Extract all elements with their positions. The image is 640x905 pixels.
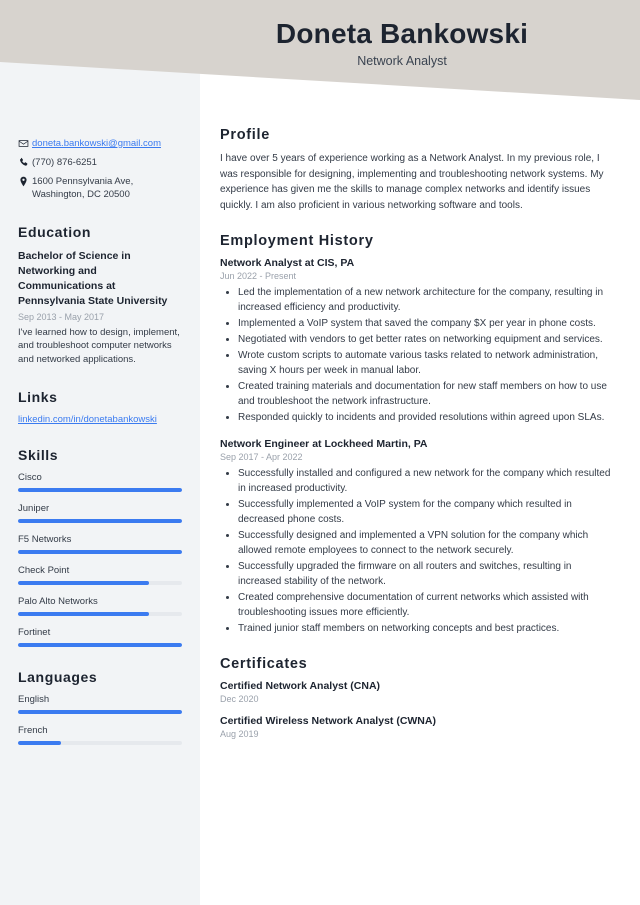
job-bullet: • Led the implementation of a new network architecture for the company, resulting in increased efficiency and productivity. [238,285,612,315]
skill-label: Palo Alto Networks [18,595,98,607]
language-meter-fill [18,741,61,745]
certificates-section [220,656,612,739]
certificate-entry [220,715,612,739]
job-bullet: • Successfully designed and implemented a VPN solution for the company which allowed remote employees to connect to the network securely. [238,528,612,558]
skill-meter-track [18,612,182,616]
envelope-icon [18,137,32,149]
profile-heading: Profile [220,127,271,143]
jobs-list [220,257,612,636]
job-date: Sep 2017 - Apr 2022 [220,452,303,462]
job-entry [220,438,612,636]
job-title: Network Analyst at CIS, PA [220,257,355,269]
certificate-title: Certified Network Analyst (CNA) [220,680,381,692]
skill-label: F5 Networks [18,533,72,545]
skill-meter-fill [18,612,149,616]
job-bullet: • Successfully upgraded the firmware on all routers and switches, resulting in increased stability of the network. [238,559,612,589]
address-line-1: 1600 Pennsylvania Ave, [32,175,134,187]
skill-meter-track [18,581,182,585]
certificate-date: Dec 2020 [220,694,259,704]
skill-meter-fill [18,581,149,585]
education-degree: Bachelor of Science in Networking and Communications at Pennsylvania State University [18,250,168,307]
phone-value: (770) 876-6251 [32,156,97,168]
contact-email-row[interactable] [18,137,182,151]
languages-list [18,694,182,745]
skill-item [18,565,182,585]
job-bullet: • Wrote custom scripts to automate various tasks related to network administration, saving X hours per week in manual labor. [238,348,612,378]
skill-meter-fill [18,643,182,647]
skill-label: Juniper [18,502,50,514]
profile-section [220,127,612,213]
skill-label: Check Point [18,564,70,576]
languages-section [18,669,182,745]
skill-label: Cisco [18,471,42,483]
education-heading: Education [18,224,92,241]
skill-meter-track [18,643,182,647]
linkedin-link[interactable]: linkedin.com/in/donetabankowski [18,413,157,425]
skill-item [18,627,182,647]
address-line-2: Washington, DC 20500 [32,189,130,201]
education-entry [18,249,182,367]
skills-section [18,447,182,647]
skill-meter-fill [18,519,182,523]
job-bullet: • Successfully installed and configured a new network for the company which resulted in increased productivity. [238,466,612,496]
job-bullet-list [220,466,612,636]
job-date: Jun 2022 - Present [220,271,297,281]
candidate-name: Doneta Bankowski [275,18,529,49]
employment-section [220,233,612,636]
skill-item [18,534,182,554]
candidate-role: Network Analyst [357,54,447,69]
skill-item [18,472,182,492]
employment-heading: Employment History [220,233,374,249]
education-description: I've learned how to design, implement, and troubleshoot computer networks and networked applications. [18,326,180,366]
job-bullet: • Created comprehensive documentation of current networks which assisted with troubleshooting issues more efficiently. [238,590,612,620]
phone-icon [18,156,32,168]
education-section [18,224,182,367]
profile-text: I have over 5 years of experience working as a Network Analyst. In my previous role, I was responsible for designing, implementing and troubleshooting network systems. My experience has given me the skills to manage complex networks and identify issues quickly. I am also proficient in various networking software and tools. [220,153,604,211]
skill-meter-track [18,519,182,523]
skill-label: Fortinet [18,626,51,638]
job-bullet: • Created training materials and documentation for new staff members on how to use and troubleshoot the network infrastructure. [238,379,612,409]
skill-meter-track [18,550,182,554]
skills-heading: Skills [18,446,59,463]
language-label: French [18,724,48,736]
language-item [18,725,182,745]
certificates-heading: Certificates [220,656,308,672]
skill-meter-track [18,488,182,492]
job-bullet: • Implemented a VoIP system that saved the company $X per year in phone costs. [238,316,612,331]
job-entry [220,257,612,425]
contact-phone-row [18,156,182,170]
language-meter-track [18,710,182,714]
skill-item [18,596,182,616]
email-link[interactable]: doneta.bankowski@gmail.com [32,138,161,149]
links-section [18,389,182,425]
skill-meter-fill [18,488,182,492]
main-column [200,0,640,759]
location-pin-icon [18,175,32,187]
language-label: English [18,693,50,705]
contact-address-row [18,175,182,203]
education-date: Sep 2013 - May 2017 [18,311,105,322]
certificate-title: Certified Wireless Network Analyst (CWNA) [220,715,436,727]
job-bullet: • Responded quickly to incidents and provided resolutions within agreed upon SLAs. [238,410,612,425]
skills-list [18,472,182,647]
certificate-date: Aug 2019 [220,729,259,739]
job-bullet: • Trained junior staff members on networking concepts and best practices. [238,621,612,636]
contact-block [18,137,182,202]
certificates-list [220,680,612,739]
skill-meter-fill [18,550,182,554]
skill-item [18,503,182,523]
sidebar [0,0,200,905]
job-bullet: • Successfully implemented a VoIP system for the company which resulted in decreased phone costs. [238,497,612,527]
links-heading: Links [18,388,58,405]
languages-heading: Languages [18,668,98,685]
certificate-entry [220,680,612,704]
job-title: Network Engineer at Lockheed Martin, PA [220,438,428,450]
job-bullet-list [220,285,612,425]
language-meter-track [18,741,182,745]
language-item [18,694,182,714]
job-bullet: • Negotiated with vendors to get better rates on networking equipment and services. [238,332,612,347]
language-meter-fill [18,710,182,714]
